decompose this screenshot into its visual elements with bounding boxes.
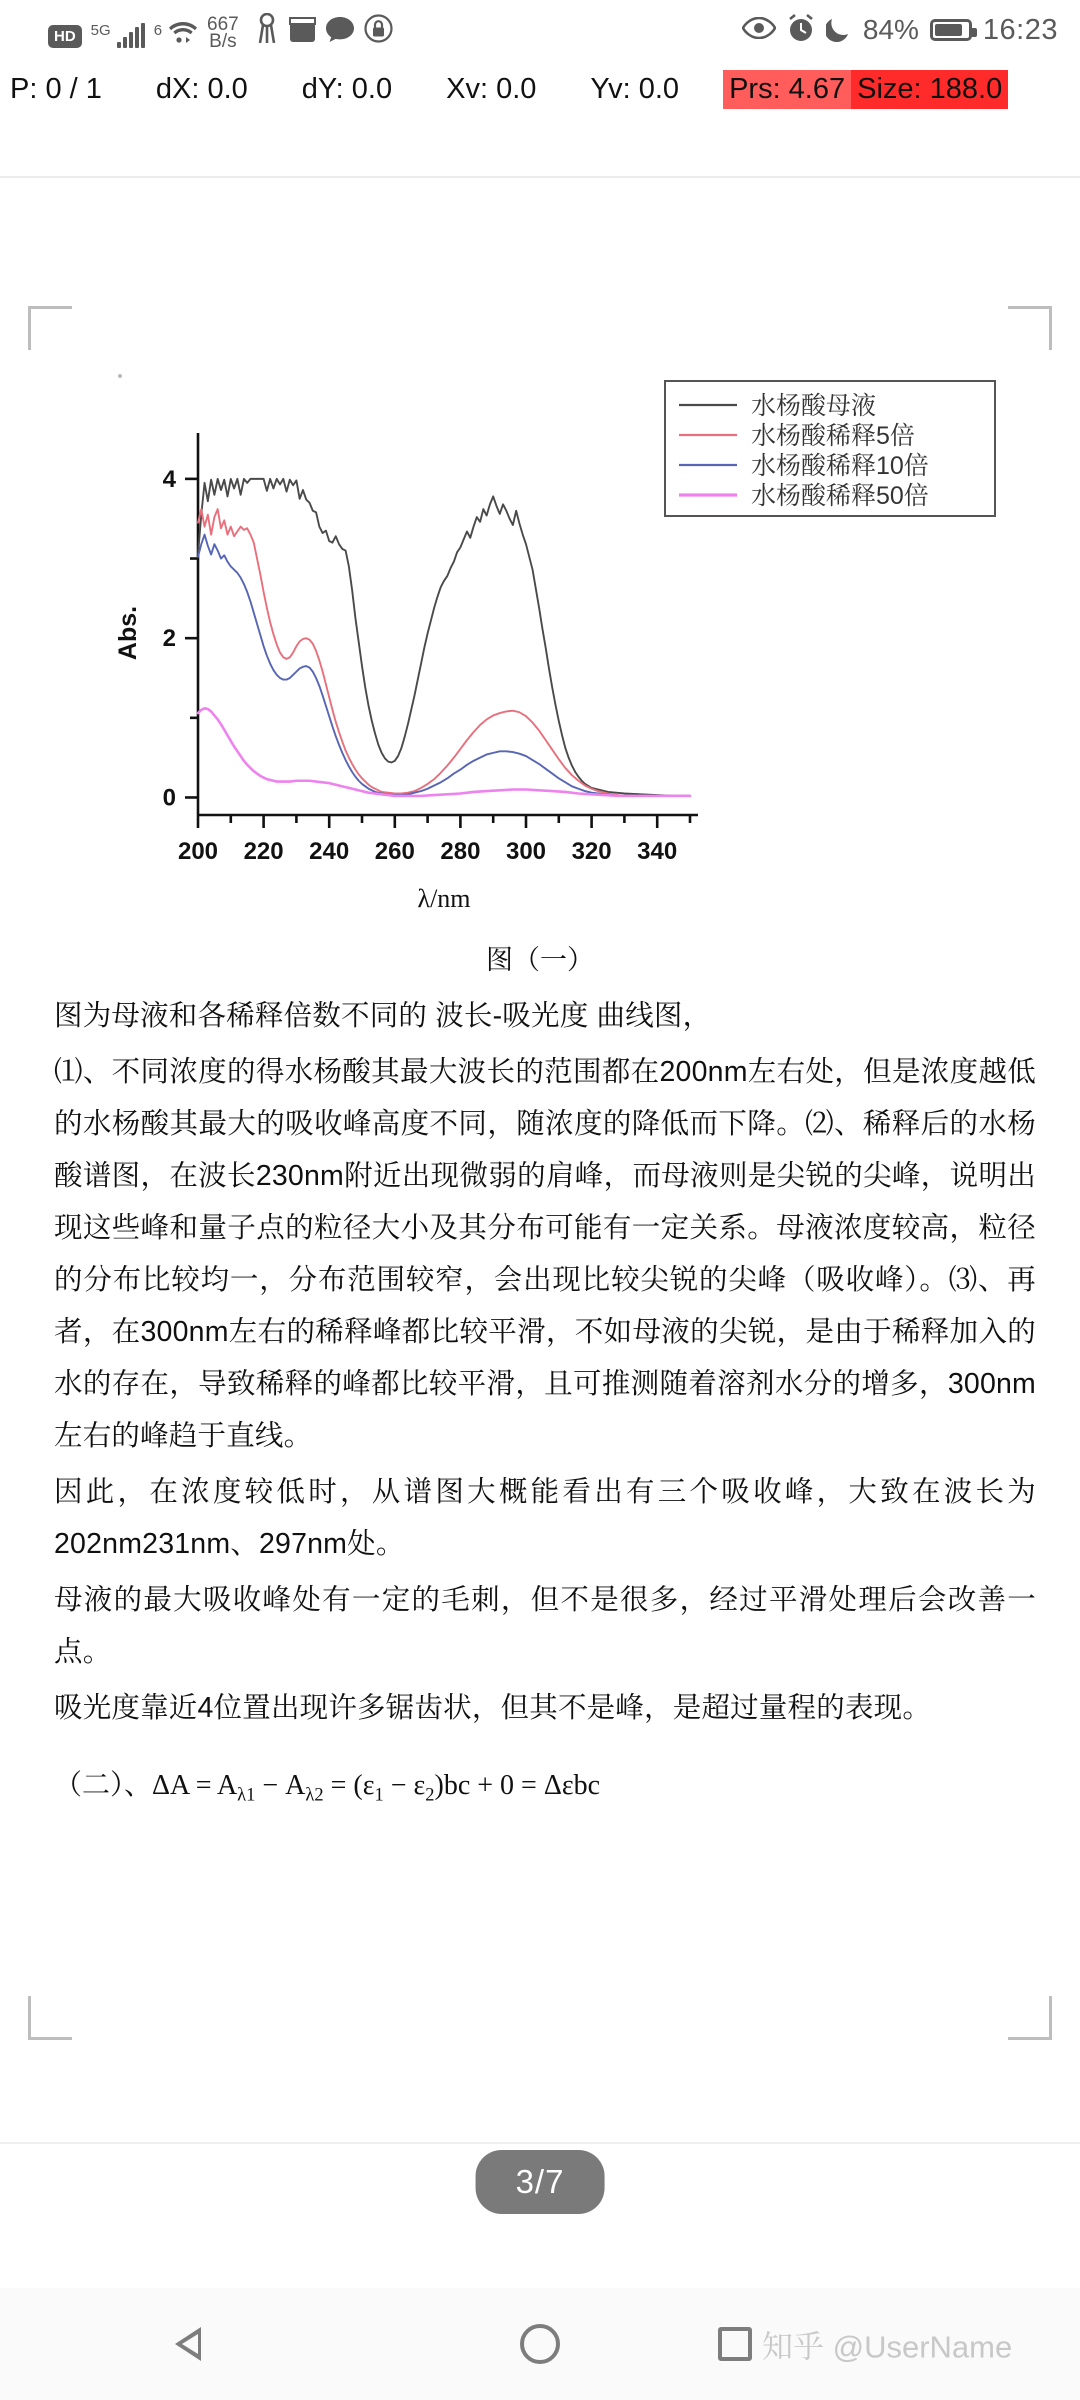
pointer-dx: dX: 0.0 — [155, 72, 248, 105]
svg-text:水杨酸母液: 水杨酸母液 — [751, 392, 877, 420]
paragraph-4: 母液的最大吸收峰处有一定的毛刺，但不是很多，经过平滑处理后会改善一点。 — [54, 1584, 1036, 1668]
svg-text:340: 340 — [637, 838, 678, 865]
chart-svg — [80, 363, 1010, 923]
formula-label: （二）、 — [54, 1770, 153, 1801]
status-bar-right — [742, 13, 1058, 48]
pointer-xv: Xv: 0.0 — [446, 72, 537, 105]
svg-text:0: 0 — [162, 784, 176, 812]
message-icon — [325, 16, 355, 48]
pointer-debug-bar — [0, 60, 1080, 118]
svg-text:300: 300 — [505, 838, 547, 865]
paragraph-1: 图为母液和各稀释倍数不同的 波长-吸光度 曲线图， — [54, 1000, 712, 1032]
svg-text:4: 4 — [162, 465, 176, 493]
paragraph-5: 吸光度靠近4位置出现许多锯齿状，但其不是峰，是超过量程的表现。 — [54, 1692, 932, 1724]
paragraph-2: ⑴、不同浓度的得水杨酸其最大波长的范围都在200nm左右处，但是浓度越低的水杨酸其最大的吸收峰高度不同，随浓度的降低而下降。⑵、稀释后的水杨酸谱图，在波长230nm附近出现微弱的肩峰，而母液则是尖锐的尖峰，说明出现这些峰和量子点的粒径大小及其分布可能有一定关系。母液浓度较高，粒径的分布比较均一，分布范围较窄，会出现比较尖锐的尖峰（吸收峰）。⑶、再者，在300nm左右的稀释峰都比较平滑，不如母液的尖锐，是由于稀释加入的水的存在，导致稀释的峰都比较平滑，且可推测随着溶剂水分的增多，300nm左右的峰趋于直线。 — [54, 1056, 1036, 1452]
clock: 16:23 — [982, 13, 1058, 46]
watermark-label: 知乎 @UserName — [762, 2329, 1013, 2365]
pointer-yv: Yv: 0.0 — [590, 72, 680, 105]
wifi-icon — [168, 19, 198, 50]
back-icon[interactable] — [175, 2327, 201, 2361]
paragraph-3: 因此，在浓度较低时，从谱图大概能看出有三个吸收峰，大致在波长为202nm231nm、297nm处。 — [54, 1476, 1036, 1560]
battery-percent: 84% — [862, 14, 919, 45]
calendar-icon — [289, 15, 316, 48]
key-icon — [254, 13, 280, 48]
absorbance-spectrum-chart — [80, 363, 1010, 923]
pointer-size: Size: 188.0 — [851, 70, 1008, 109]
pointer-dy: dY: 0.0 — [301, 72, 393, 105]
crop-mark-bottom-left — [28, 1996, 72, 2040]
net-speed: 667 B/s — [207, 14, 239, 52]
crop-mark-top-right — [1008, 306, 1052, 350]
lock-icon — [364, 14, 393, 48]
svg-text:280: 280 — [440, 838, 481, 865]
alarm-icon — [787, 13, 815, 48]
signal-bars-icon — [117, 24, 145, 48]
svg-text:水杨酸稀释5倍: 水杨酸稀释5倍 — [751, 422, 915, 450]
svg-text:2: 2 — [162, 625, 176, 653]
page-divider — [0, 2142, 1080, 2144]
svg-text:320: 320 — [571, 838, 612, 865]
svg-text:水杨酸稀释10倍: 水杨酸稀释10倍 — [751, 452, 929, 480]
home-icon[interactable] — [520, 2324, 560, 2364]
svg-text:λ/nm: λ/nm — [417, 884, 471, 913]
pointer-pressure: Prs: 4.67 — [723, 70, 851, 109]
moon-icon — [826, 14, 852, 47]
svg-text:240: 240 — [309, 838, 350, 865]
svg-text:水杨酸稀释50倍: 水杨酸稀释50倍 — [751, 482, 929, 510]
network-type-label: 5G — [90, 22, 111, 39]
figure-caption: 图（一） — [486, 945, 594, 975]
svg-text:Abs.: Abs. — [114, 605, 142, 661]
crop-mark-top-left — [28, 306, 72, 350]
formula-line: （二）、$\Delta A = A_{\lambda 1} - A_{\lambda 2} = (\varepsilon_1 - \varepsilon_2)bc + 0 = \Delta\varepsilon bc$ — [54, 1770, 601, 1805]
article-body — [54, 990, 1036, 1821]
status-bar-left — [48, 0, 393, 60]
svg-text:200: 200 — [177, 838, 219, 865]
status-bar — [0, 0, 1080, 60]
page-indicator: 3/7 — [476, 2150, 605, 2214]
navigation-bar — [0, 2288, 1080, 2400]
recents-icon[interactable] — [718, 2327, 752, 2361]
svg-text:260: 260 — [374, 838, 415, 865]
wifi-generation-label: 6 — [153, 22, 163, 39]
crop-mark-bottom-right — [1008, 1996, 1052, 2040]
eye-icon — [742, 17, 776, 44]
svg-text:220: 220 — [243, 838, 284, 865]
hd-icon: HD — [48, 25, 82, 48]
pointer-count: P: 0 / 1 — [10, 72, 102, 105]
document-page[interactable] — [0, 178, 1080, 2138]
battery-icon — [930, 19, 972, 41]
